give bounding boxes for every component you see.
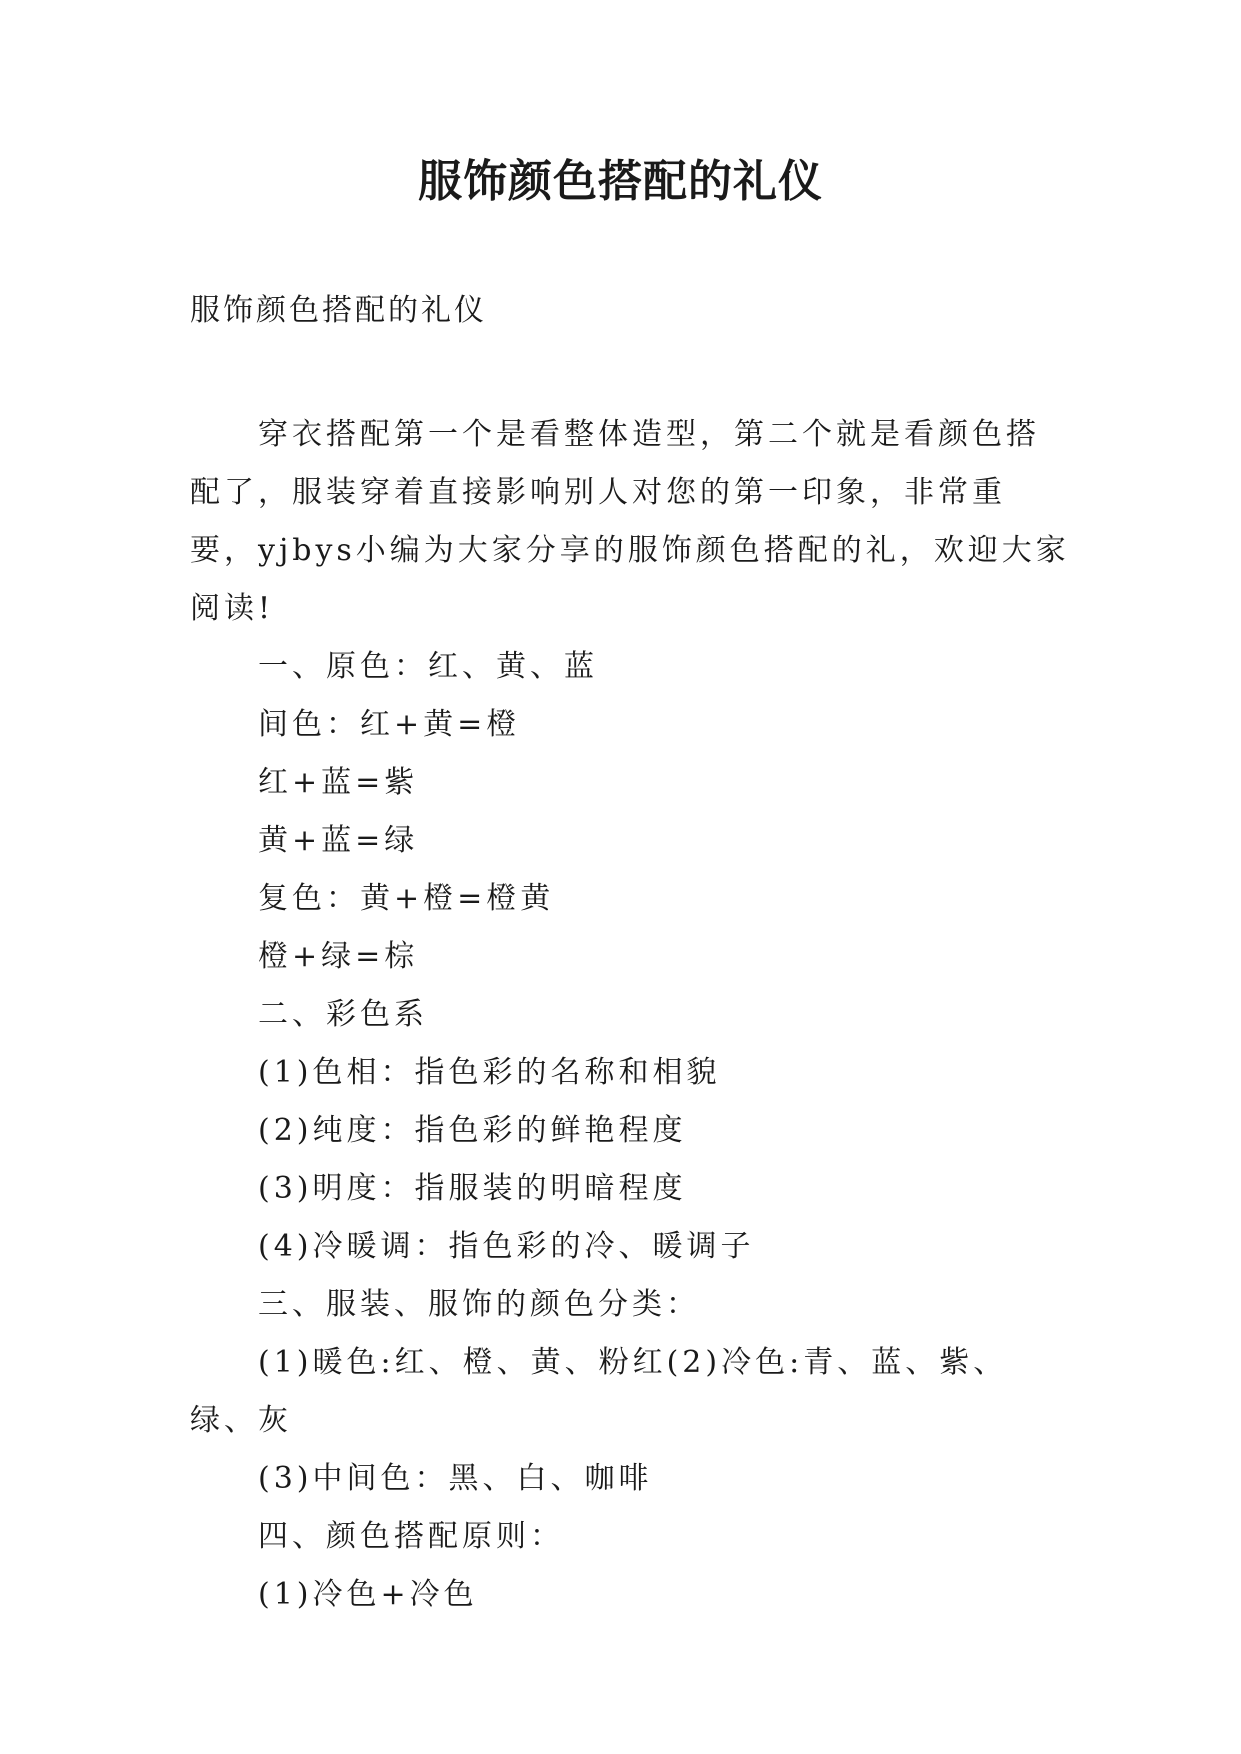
section-heading: 四、颜色搭配原则： xyxy=(258,1519,564,1554)
document-body xyxy=(190,406,1070,1624)
body-line: 一、原色：红、黄、蓝 xyxy=(258,649,598,684)
body-line: 复色：黄+橙=橙黄 xyxy=(258,881,555,916)
document-title: 服饰颜色搭配的礼仪 xyxy=(418,156,823,207)
warm-cool-paragraph: (1)暖色:红、橙、黄、粉红(2)冷色:青、蓝、紫、绿、灰 xyxy=(190,1345,1008,1438)
body-line: (1)色相：指色彩的名称和相貌 xyxy=(258,1055,721,1090)
body-line: (3)明度：指服装的明暗程度 xyxy=(258,1171,687,1206)
intro-paragraph: 穿衣搭配第一个是看整体造型，第二个就是看颜色搭配了，服装穿着直接影响别人对您的第一印象，非常重要，yjbys小编为大家分享的服饰颜色搭配的礼，欢迎大家阅读! xyxy=(190,417,1070,626)
body-line: 红+蓝=紫 xyxy=(258,765,419,800)
body-line: (3)中间色：黑、白、咖啡 xyxy=(258,1461,653,1496)
body-line: 黄+蓝=绿 xyxy=(258,823,419,858)
body-line: (1)冷色+冷色 xyxy=(258,1577,478,1612)
body-line: 橙+绿=棕 xyxy=(258,939,419,974)
body-line: (2)纯度：指色彩的鲜艳程度 xyxy=(258,1113,687,1148)
body-line: (4)冷暖调：指色彩的冷、暖调子 xyxy=(258,1229,755,1264)
section-heading: 二、彩色系 xyxy=(258,997,428,1032)
body-line: 间色：红+黄=橙 xyxy=(258,707,521,742)
section-heading: 三、服装、服饰的颜色分类： xyxy=(258,1287,700,1322)
document-subtitle: 服饰颜色搭配的礼仪 xyxy=(190,293,487,328)
